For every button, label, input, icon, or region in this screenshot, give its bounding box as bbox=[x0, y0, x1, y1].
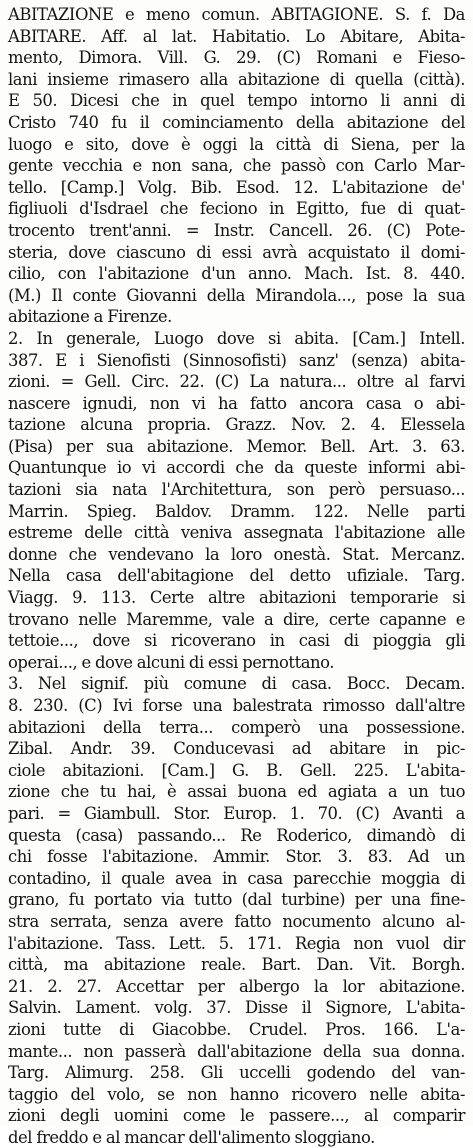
text-line: trovano nelle Maremme, vale a dire, certe capanne e bbox=[8, 609, 465, 629]
text-line: del freddo e al mancar dell'alimento sloggiano. bbox=[8, 1127, 375, 1147]
text-line: figliuoli d'Isdrael che feciono in Egitto, fue di quat- bbox=[8, 199, 465, 219]
text-line: pari. = Giambull. Stor. Europ. 1. 70. (C) Avanti a bbox=[8, 803, 465, 823]
text-line: questa (casa) passando... Re Roderico, dimandò di bbox=[8, 825, 465, 845]
text-line: mento, Dimora. Vill. G. 29. (C) Romani e Fieso- bbox=[8, 48, 465, 68]
text-line: Quantunque io vi accordi che da queste informi abi- bbox=[8, 458, 465, 478]
text-line: contadino, il quale avea in casa parecchie moggia di bbox=[8, 868, 465, 888]
text-line: nascere ignudi, non vi ha fatto ancora casa o abi- bbox=[8, 393, 465, 413]
text-line: ABITARE. Aff. al lat. Habitatio. Lo Abitare, Abita- bbox=[8, 26, 465, 46]
text-line: chi fosse l'abitazione. Ammir. Stor. 3. 83. Ad un bbox=[8, 847, 465, 867]
text-line: stra serrata, senza avere fatto nocumento alcuno al- bbox=[8, 911, 465, 931]
text-line: abitazioni della terra... comperò una possessione. bbox=[8, 717, 465, 737]
text-line: (Pisa) per sua abitazione. Memor. Bell. Art. 3. 63. bbox=[8, 436, 465, 456]
dictionary-entry-abitazione bbox=[8, 4, 465, 1148]
text-line: 8. 230. (C) Ivi forse una balestrata rimosso dall'altre bbox=[8, 696, 465, 715]
text-line: 3. Nel signif. più comune di casa. Bocc. Decam. bbox=[8, 674, 465, 694]
text-line: lani insieme rimasero alla abitazione di quella (città). bbox=[8, 69, 465, 89]
text-line: mante... non passerà dall'abitazione della sua donna. bbox=[8, 1041, 465, 1061]
text-line: estreme delle città veniva assegnata l'abitazione alle bbox=[8, 523, 465, 543]
text-line: città, ma abitazione reale. Bart. Dan. Vit. Borgh. bbox=[8, 955, 465, 975]
text-line: Viagg. 9. 113. Certe altre abitazioni temporarie si bbox=[8, 588, 465, 608]
text-line: taggio del volo, se non hanno ricovero nelle abita- bbox=[8, 1084, 465, 1104]
text-line: zioni. = Gell. Circ. 22. (C) La natura... oltre al farvi bbox=[8, 372, 465, 392]
text-line: (M.) Il conte Giovanni della Mirandola..., pose la sua bbox=[8, 285, 465, 305]
text-line: Targ. Alimurg. 258. Gli uccelli godendo del van- bbox=[8, 1063, 465, 1083]
text-line: Zibal. Andr. 39. Conducevasi ad abitare in pic- bbox=[8, 739, 465, 759]
text-line: 2. In generale, Luogo dove si abita. [Cam.] Intell. bbox=[8, 328, 465, 348]
text-line: grano, fu portato via tutto (dal turbine) per una fine- bbox=[8, 890, 465, 910]
text-line: ABITAZIONE e meno comun. ABITAGIONE. S. f. Da bbox=[8, 5, 465, 24]
text-line: steria, dove ciascuno di essi avrà acquistato il domi- bbox=[8, 242, 465, 262]
text-line: abitazione a Firenze. bbox=[8, 307, 172, 327]
text-line: Marrin. Spieg. Baldov. Dramm. 122. Nelle parti bbox=[8, 501, 465, 521]
text-line: tazione alcuna propria. Grazz. Nov. 2. 4. Elessela bbox=[8, 415, 465, 435]
text-line: Nella casa dell'abitagione del detto ufiziale. Targ. bbox=[8, 566, 465, 586]
text-line: zioni degli uomini come le passere..., al comparir bbox=[8, 1106, 465, 1126]
text-line: Cristo 740 fu il cominciamento della abitazione del bbox=[8, 112, 465, 132]
entry-paragraph-sense-2 bbox=[8, 328, 465, 674]
entry-paragraph-sense-3 bbox=[8, 673, 465, 1148]
text-line: tettoie..., dove si ricoverano in casi di pioggia gli bbox=[8, 631, 465, 651]
text-line: E 50. Dicesi che in quel tempo intorno li anni di bbox=[8, 91, 465, 111]
text-line: l'abitazione. Tass. Lett. 5. 171. Regia non vuol dir bbox=[8, 933, 465, 953]
text-line: tello. [Camp.] Volg. Bib. Esod. 12. L'abitazione de' bbox=[8, 177, 465, 197]
text-line: trocento trent'anni. = Instr. Cancell. 26. (C) Pote- bbox=[8, 220, 465, 240]
entry-paragraph-definition-main bbox=[8, 4, 465, 328]
text-line: 387. E i Sienofisti (Sinnosofisti) sanz' (senza) abita- bbox=[8, 350, 465, 370]
text-line: cilio, con l'abitazione d'un anno. Mach. Ist. 8. 440. bbox=[8, 264, 465, 284]
text-line: luogo e sito, dove è oggi la città di Siena, per la bbox=[8, 134, 465, 154]
text-line: operai..., e dove alcuni di essi pernottano. bbox=[8, 652, 335, 672]
text-line: zioni tutte di Giacobbe. Crudel. Pros. 166. L'a- bbox=[8, 1019, 465, 1039]
text-line: donne che vendevano la loro onestà. Stat. Mercanz. bbox=[8, 544, 465, 564]
text-line: ciole abitazioni. [Cam.] G. B. Gell. 225. L'abita- bbox=[8, 760, 465, 780]
text-line: Salvin. Lament. volg. 37. Disse il Signore, L'abita- bbox=[8, 998, 465, 1018]
text-line: gente vecchia e non sana, che passò con Carlo Mar- bbox=[8, 156, 465, 176]
text-line: tazioni sia nata l'Architettura, son però persuaso... bbox=[8, 480, 465, 500]
text-line: 21. 2. 27. Accettar per albergo la lor abitazione. bbox=[8, 976, 465, 996]
text-line: zione che tu hai, è assai buona ed agiata a un tuo bbox=[8, 782, 465, 802]
